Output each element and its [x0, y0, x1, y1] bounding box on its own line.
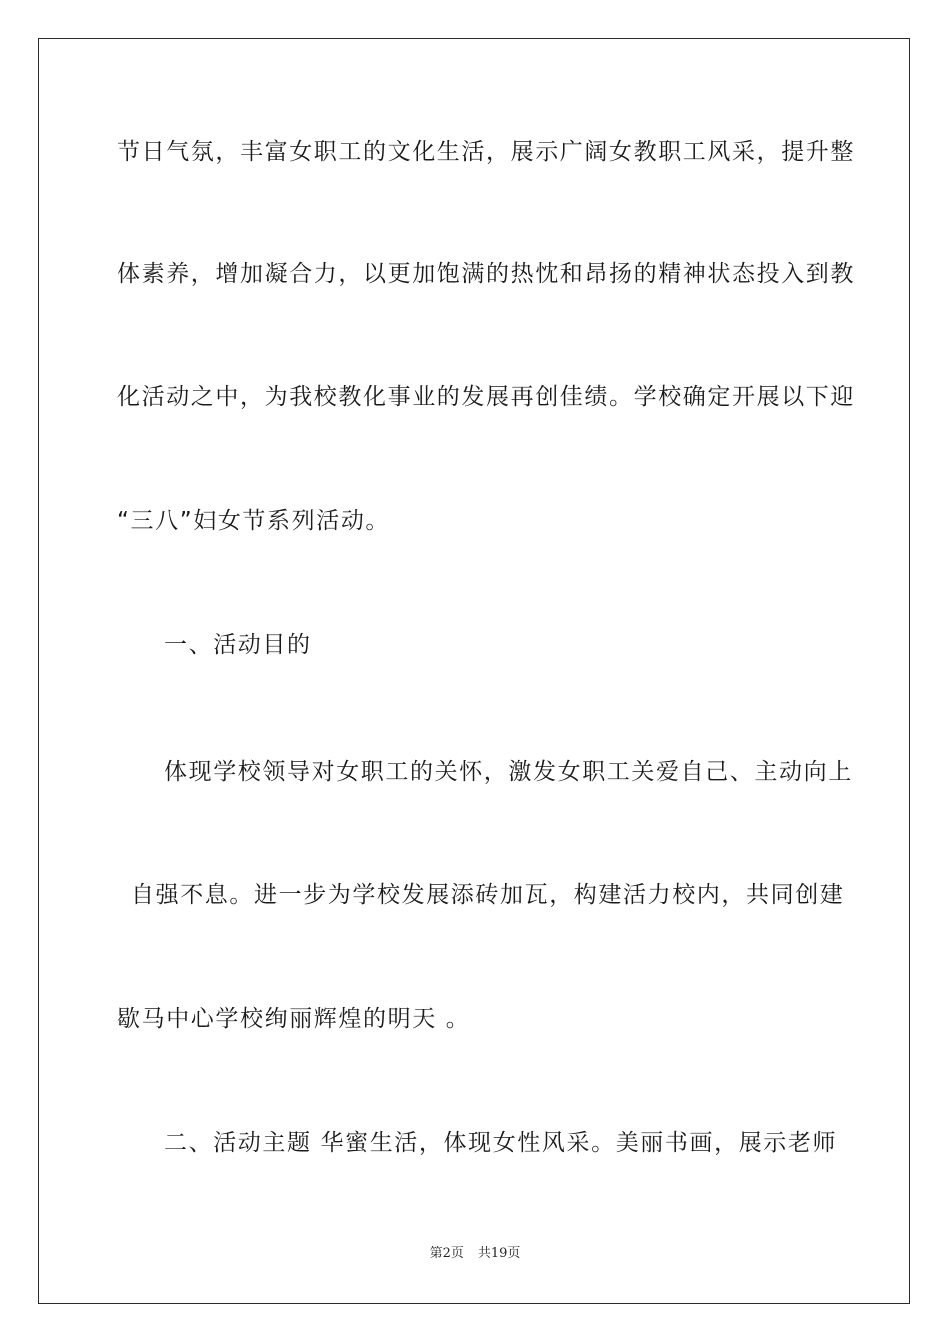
- section-heading-theme: 二、活动主题 华蜜生活，体现女性风采。美丽书画，展示老师: [164, 1130, 838, 1156]
- body-text-line-2: 体素养，增加凝合力，以更加饱满的热忱和昂扬的精神状态投入到教: [117, 261, 855, 287]
- body-text-line-4: “三八”妇女节系列活动。: [117, 508, 391, 534]
- body-text-line-3: 化活动之中，为我校教化事业的发展再创佳绩。学校确定开展以下迎: [117, 384, 855, 410]
- body-text-line-8: 歇马中心学校绚丽辉煌的明天 。: [117, 1006, 471, 1032]
- section-heading-purpose: 一、活动目的: [164, 632, 312, 658]
- page-footer: [0, 1245, 950, 1263]
- page-border: [38, 38, 910, 1304]
- body-text-line-1: 节日气氛，丰富女职工的文化生活，展示广阔女教职工风采，提升整: [117, 139, 855, 165]
- body-text-line-6: 体现学校领导对女职工的关怀，激发女职工关爱自己、主动向上: [164, 759, 853, 785]
- body-text-line-7: 自强不息。进一步为学校发展添砖加瓦，构建活力校内，共同创建: [131, 882, 845, 908]
- total-pages: 共19页: [477, 1246, 521, 1261]
- page-number: 第2页: [429, 1246, 464, 1261]
